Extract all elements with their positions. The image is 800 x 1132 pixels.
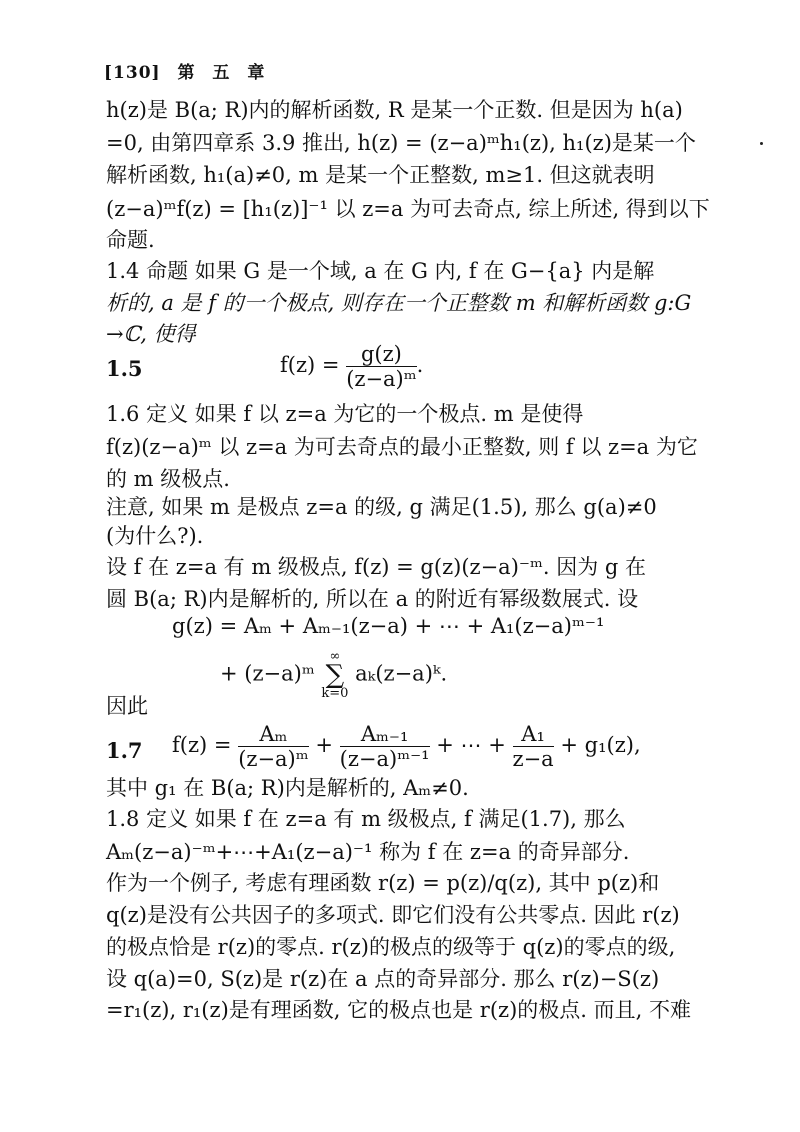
text-line: (为什么?). <box>106 524 204 548</box>
numerator: Aₘ <box>238 722 308 747</box>
text-line: 设 q(a)=0, S(z)是 r(z)在 a 点的奇异部分. 那么 r(z)−S(z) <box>106 967 660 991</box>
page-header <box>104 58 270 83</box>
text-line: q(z)是没有公共因子的多项式. 即它们没有公共零点. 因此 r(z) <box>106 903 680 927</box>
equation-label: 1.5 <box>106 356 143 381</box>
text-line: 解析函数, h₁(a)≠0, m 是某一个正整数, m≥1. 但这就表明 <box>106 163 655 187</box>
numerator: g(z) <box>346 342 416 367</box>
text-line: 命题. <box>106 228 155 252</box>
text-line: 注意, 如果 m 是极点 z=a 的级, g 满足(1.5), 那么 g(a)≠0 <box>106 495 657 519</box>
text-line: 设 f 在 z=a 有 m 级极点, f(z) = g(z)(z−a)⁻ᵐ. 因为 g 在 <box>106 555 647 579</box>
text-line: 其中 g₁ 在 B(a; R)内是解析的, Aₘ≠0. <box>106 776 469 800</box>
sigma: ∑ <box>325 660 345 690</box>
eq-part: + (z−a)ᵐ <box>220 661 315 686</box>
plus-dots: + ⋯ + <box>436 733 506 757</box>
scan-speck <box>760 142 763 145</box>
text-line: 因此 <box>106 694 148 718</box>
plus: + <box>315 733 333 757</box>
text-line: f(z)(z−a)ᵐ 以 z=a 为可去奇点的最小正整数, 则 f 以 z=a 为它 <box>106 435 698 459</box>
text-line: =r₁(z), r₁(z)是有理函数, 它的极点也是 r(z)的极点. 而且, 不难 <box>106 998 691 1022</box>
page-number: [130] <box>104 63 161 83</box>
sum-upper: ∞ <box>329 649 341 664</box>
text-line: Aₘ(z−a)⁻ᵐ+⋯+A₁(z−a)⁻¹ 称为 f 在 z=a 的奇异部分. <box>106 840 630 864</box>
eq-lhs: f(z) = <box>280 353 340 377</box>
fraction <box>238 722 308 771</box>
sum-lower: k=0 <box>321 686 349 701</box>
equation-1-5 <box>280 342 423 391</box>
text-line: =0, 由第四章系 3.9 推出, h(z) = (z−a)ᵐh₁(z), h₁(z)是某一个 <box>106 131 696 155</box>
definition-1-6: 1.6 定义 如果 f 以 z=a 为它的一个极点. m 是使得 <box>106 402 584 426</box>
text-line: 的 m 级极点. <box>106 467 230 491</box>
fraction <box>513 722 554 771</box>
denominator: z−a <box>512 747 554 771</box>
equation-label: 1.7 <box>106 738 143 763</box>
denominator: (z−a)ᵐ <box>346 367 417 391</box>
text-line: 作为一个例子, 考虑有理函数 r(z) = p(z)/q(z), 其中 p(z)和 <box>106 871 660 895</box>
denominator: (z−a)ᵐ⁻¹ <box>339 747 430 771</box>
text-line: 圆 B(a; R)内是解析的, 所以在 a 的附近有幂级数展式. 设 <box>106 587 639 611</box>
fraction <box>340 722 430 771</box>
eq-lhs: f(z) = <box>172 733 232 757</box>
fraction <box>346 342 416 391</box>
text-line: 的极点恰是 r(z)的零点. r(z)的极点的级等于 q(z)的零点的级, <box>106 935 676 959</box>
proposition-1-4: 1.4 命题 如果 G 是一个域, a 在 G 内, f 在 G−{a} 内是解 <box>106 259 655 283</box>
text-line: h(z)是 B(a; R)内的解析函数, R 是某一个正数. 但是因为 h(a) <box>106 98 683 122</box>
equation-g-line1: g(z) = Aₘ + Aₘ₋₁(z−a) + ⋯ + A₁(z−a)ᵐ⁻¹ <box>172 614 605 638</box>
denominator: (z−a)ᵐ <box>238 747 309 771</box>
text-line: (z−a)ᵐf(z) = [h₁(z)]⁻¹ 以 z=a 为可去奇点, 综上所述, 得到以下 <box>106 197 710 221</box>
eq-tail: . <box>416 353 424 377</box>
definition-1-8: 1.8 定义 如果 f 在 z=a 有 m 级极点, f 满足(1.7), 那么 <box>106 807 626 831</box>
eq-part: aₖ(z−a)ᵏ. <box>355 661 448 686</box>
equation-1-7 <box>172 722 641 771</box>
eq-tail: + g₁(z), <box>560 733 641 757</box>
proposition-text: 析的, a 是 f 的一个极点, 则存在一个正整数 m 和解析函数 g:G <box>106 291 692 315</box>
chapter-title: 第 五 章 <box>177 63 271 83</box>
numerator: A₁ <box>513 722 554 747</box>
numerator: Aₘ₋₁ <box>340 722 430 747</box>
proposition-text: →ℂ, 使得 <box>106 322 196 346</box>
